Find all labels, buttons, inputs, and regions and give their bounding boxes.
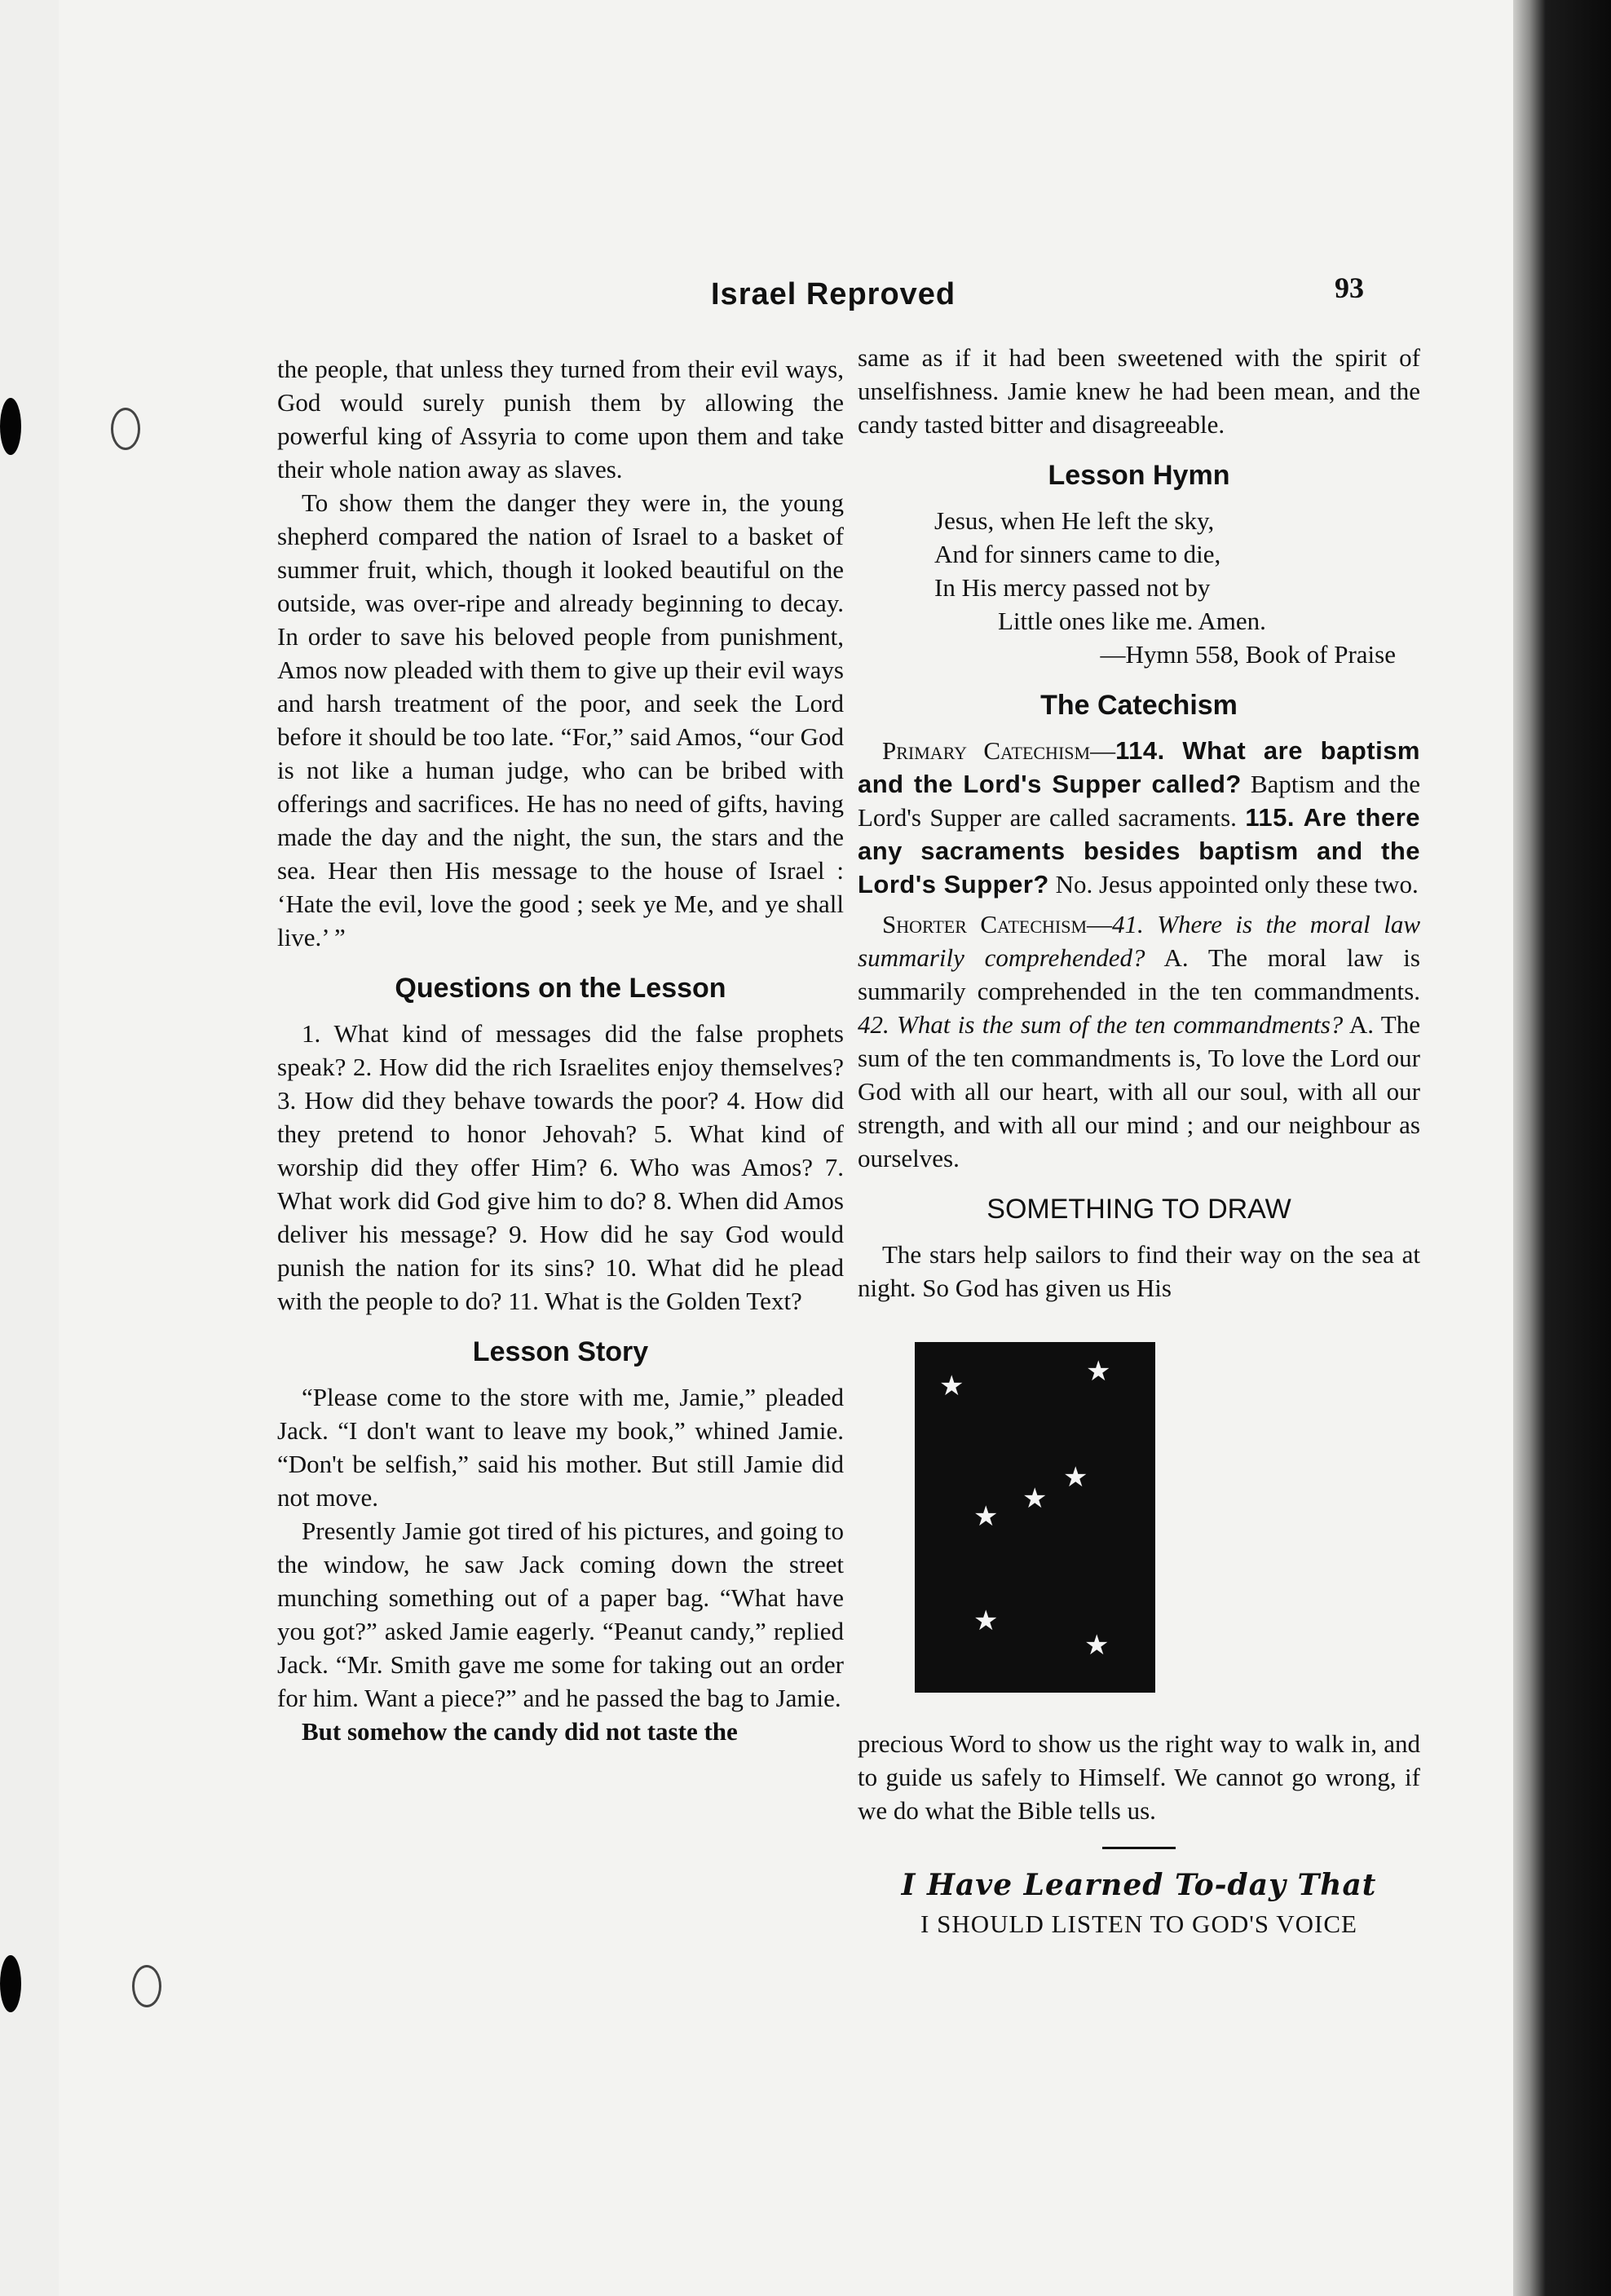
catechism-answer: A. The moral law is summarily comprehended in the ten commandments. [858, 943, 1420, 1005]
paragraph: “Please come to the store with me, Jamie,” pleaded Jack. “I don't want to leave my book,” whined Jamie. “Don't be selfish,” said his mother. But still Jamie did not move. [277, 1383, 844, 1512]
star-icon: ★ [1084, 1631, 1110, 1661]
punch-hole [111, 408, 140, 450]
hymn-line: Jesus, when He left the sky, [934, 506, 1215, 535]
binding-hole [0, 1955, 21, 2012]
running-head: Israel Reproved [711, 277, 956, 311]
hymn-line: In His mercy passed not by [934, 573, 1211, 602]
star-drawing [915, 1342, 1155, 1693]
hymn [858, 504, 1420, 671]
star-icon: ★ [939, 1371, 964, 1402]
hymn-line: And for sinners came to die, [934, 540, 1221, 568]
primary-label: Primary Catechism— [882, 736, 1116, 765]
hymn-heading: Lesson Hymn [1048, 460, 1230, 491]
left-column [277, 352, 844, 1748]
punch-hole [132, 1965, 161, 2007]
star-icon: ★ [1063, 1463, 1088, 1493]
shorter-catechism [858, 907, 1420, 1175]
paragraph: But somehow the candy did not taste the [302, 1717, 738, 1746]
primary-catechism [858, 734, 1420, 901]
paragraph: precious Word to show us the right way to walk in, and to guide us safely to Himself. We cannot go wrong, if we do what the Bible tells us. [858, 1729, 1420, 1825]
right-column [858, 341, 1420, 1941]
catechism-question: 115. Are there any sacraments besides baptism and the Lord's Supper? [858, 803, 1420, 899]
right-page-edge [1513, 0, 1611, 2296]
catechism-answer: Baptism and the Lord's Supper are called sacraments. [858, 770, 1420, 832]
paragraph: To show them the danger they were in, the young shepherd compared the nation of Israel to a basket of summer fruit, which, though it looked beautiful on the outside, was over-ripe and already beginning to decay. In order to save his beloved people from punishment, Amos now pleaded with them to give up their evil ways and harsh treatment of the poor, and seek the Lord before it should be too late. “For,” said Amos, “our God is not like a human judge, who can be bribed with offerings and sacrifices. He has no need of gifts, having made the day and the night, the sun, the stars and the sea. Hear then His message to the house of Israel : ‘Hate the evil, love the good ; seek ye Me, and ye shall live.’ ” [277, 488, 844, 952]
paragraph: The stars help sailors to find their way on the sea at night. So God has given us His [858, 1240, 1420, 1302]
star-icon: ★ [973, 1606, 999, 1636]
paragraph: the people, that unless they turned from their evil ways, God would surely punish them by allowing the powerful king of Assyria to come upon them and take their whole nation away as slaves. [277, 355, 844, 483]
binding-hole [0, 398, 21, 455]
star-icon: ★ [973, 1502, 999, 1532]
draw-heading: SOMETHING TO DRAW [986, 1194, 1291, 1225]
divider [1102, 1847, 1176, 1849]
catechism-question: 42. What is the sum of the ten commandments? [858, 1010, 1344, 1039]
shorter-label: Shorter Catechism— [882, 910, 1113, 938]
catechism-question: 41. Where is the moral law summarily comprehended? [858, 910, 1420, 972]
questions-heading: Questions on the Lesson [395, 973, 726, 1004]
catechism-heading: The Catechism [1040, 690, 1238, 721]
catechism-answer: A. The sum of the ten commandments is, To love the Lord our God with all our heart, with all our soul, with all our strength, and with all our mind ; and our neighbour as ourselves. [858, 1010, 1420, 1172]
catechism-question: 114. What are baptism and the Lord's Supper called? [858, 736, 1420, 798]
book-page [59, 0, 1513, 2296]
learned-heading: I Have Learned To-day That [901, 1868, 1377, 1902]
paragraph: Presently Jamie got tired of his pictures, and going to the window, he saw Jack coming down the street munching something out of a paper bag. “What have you got?” asked Jamie eagerly. “Peanut candy,” replied Jack. “Mr. Smith gave me some for taking out an order for him. Want a piece?” and he passed the bag to Jamie. [277, 1517, 844, 1712]
left-page-edge [0, 0, 60, 2296]
story-heading: Lesson Story [472, 1336, 649, 1367]
hymn-source: —Hymn 558, Book of Praise [1100, 640, 1396, 669]
star-icon: ★ [1022, 1484, 1048, 1514]
catechism-answer: No. Jesus appointed only these two. [1055, 870, 1419, 899]
hymn-line: Little ones like me. Amen. [998, 607, 1266, 635]
page-number: 93 [1335, 272, 1364, 304]
paragraph: same as if it had been sweetened with the spirit of unselfishness. Jamie knew he had been mean, and the candy tasted bitter and disagreeable. [858, 343, 1420, 439]
star-icon: ★ [1086, 1357, 1111, 1387]
questions-text: 1. What kind of messages did the false prophets speak? 2. How did the rich Israelites enjoy themselves? 3. How did they behave towards the poor? 4. How did they pretend to honor Jehovah? 5. What kind of worship did they offer Him? 6. Who was Amos? 7. What work did God give him to do? 8. When did Amos deliver his message? 9. How did he say God would punish the nation for its sins? 10. What did he plead with the people to do? 11. What is the Golden Text? [277, 1019, 844, 1315]
learned-text: I SHOULD LISTEN TO GOD'S VOICE [920, 1910, 1357, 1938]
